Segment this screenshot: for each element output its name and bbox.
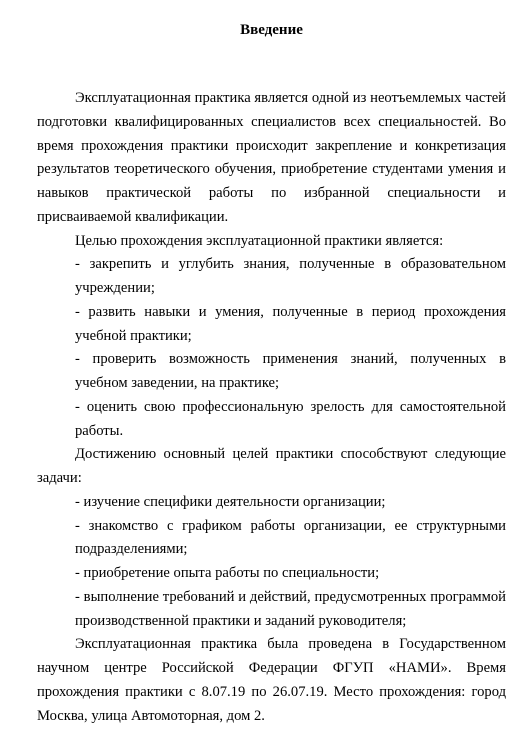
list-item: - приобретение опыта работы по специальности; (75, 565, 380, 581)
list-item: - развить навыки и умения, полученные в период прохождения учебной практики; (75, 303, 506, 344)
list-item: - изучение специфики деятельности организации; (75, 493, 386, 510)
tasks-list (37, 491, 506, 634)
tasks-heading: Достижению основный целей практики способствуют следующие задачи: (37, 446, 506, 486)
list-item: - оценить свою профессиональную зрелость для самостоятельной работы. (75, 398, 506, 439)
list-item: - проверить возможность применения знаний, полученных в учебном заведении, на практике; (75, 351, 506, 391)
list-item: - закрепить и углубить знания, полученные в образовательном учреждении; (75, 256, 506, 296)
goal-heading: Целью прохождения эксплуатационной практики является: (75, 232, 444, 249)
goals-list (37, 253, 506, 443)
closing-paragraph: Эксплуатационная практика была проведена в Государственном научном центре Российской Федерации ФГУП «НАМИ». Время прохождения практики с 8.07.19 по 26.07.19. Место прохождения: город Москва, улица Автомоторная, дом 2. (37, 636, 506, 724)
document-page (37, 0, 506, 728)
intro-paragraph: Эксплуатационная практика является одной из неотъемлемых частей подготовки квалифицированных специалистов всех специальностей. Во время прохождения практики происходит закрепление и конкретизация результатов теоретического обучения, приобретение студентами умения и навыков практической работы по избранной специальности и присваиваемой квалификации. (37, 90, 506, 225)
page-title: Введение (240, 22, 303, 38)
list-item: - выполнение требований и действий, предусмотренных программой производственной практики и заданий руководителя; (75, 588, 506, 629)
document-body (37, 87, 506, 728)
list-item: - знакомство с графиком работы организации, ее структурными подразделениями; (75, 517, 506, 558)
